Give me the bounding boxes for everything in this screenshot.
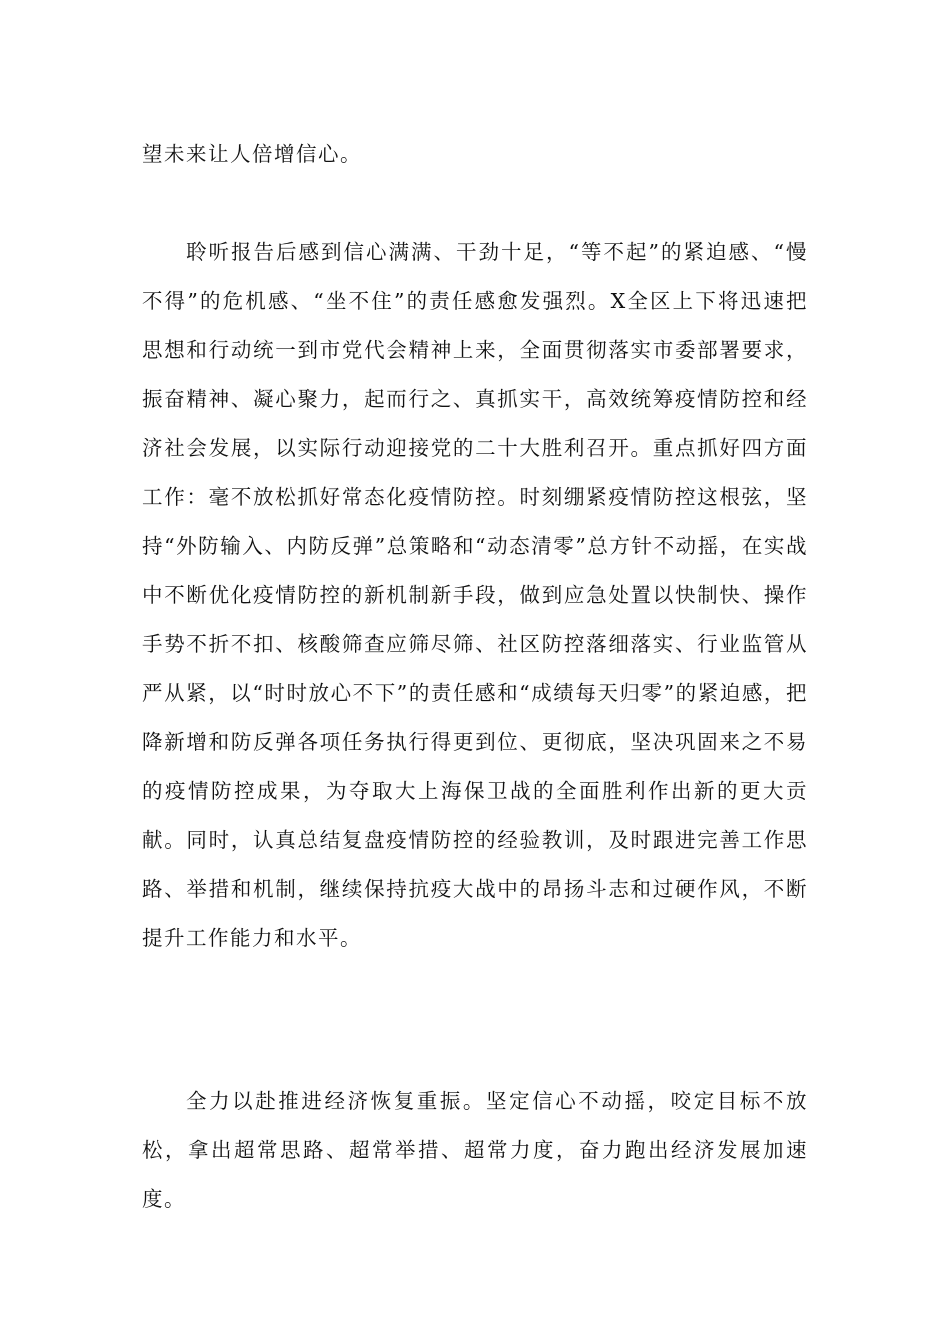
paragraph-economic-recovery: 全力以赴推进经济恢复重振。坚定信心不动摇，咬定目标不放松，拿出超常思路、超常举措、超常力度，奋力跑出经济发展加速度。 xyxy=(142,1089,808,1211)
paragraph-report-response: 聆听报告后感到信心满满、干劲十足，“等不起”的紧迫感、“慢不得”的危机感、“坐不住”的责任感愈发强烈。X全区上下将迅速把思想和行动统一到市党代会精神上来，全面贯彻落实市委部署要求，振奋精神、凝心聚力，起而行之、真抓实干，高效统筹疫情防控和经济社会发展，以实际行动迎接党的二十大胜利召开。重点抓好四方面工作：毫不放松抓好常态化疫情防控。时刻绷紧疫情防控这根弦，坚持“外防输入、内防反弹”总策略和“动态清零”总方针不动摇，在实战中不断优化疫情防控的新机制新手段，做到应急处置以快制快、操作手势不折不扣、核酸筛查应筛尽筛、社区防控落细落实、行业监管从严从紧，以“时时放心不下”的责任感和“成绩每天归零”的紧迫感，把降新增和防反弹各项任务执行得更到位、更彻底，坚决巩固来之不易的疫情防控成果，为夺取大上海保卫战的全面胜利作出新的更大贡献。同时，认真总结复盘疫情防控的经验教训，及时跟进完善工作思路、举措和机制，继续保持抗疫大战中的昂扬斗志和过硬作风，不断提升工作能力和水平。 xyxy=(142,240,808,950)
paragraph-continuation: 望未来让人倍增信心。 xyxy=(142,142,362,166)
